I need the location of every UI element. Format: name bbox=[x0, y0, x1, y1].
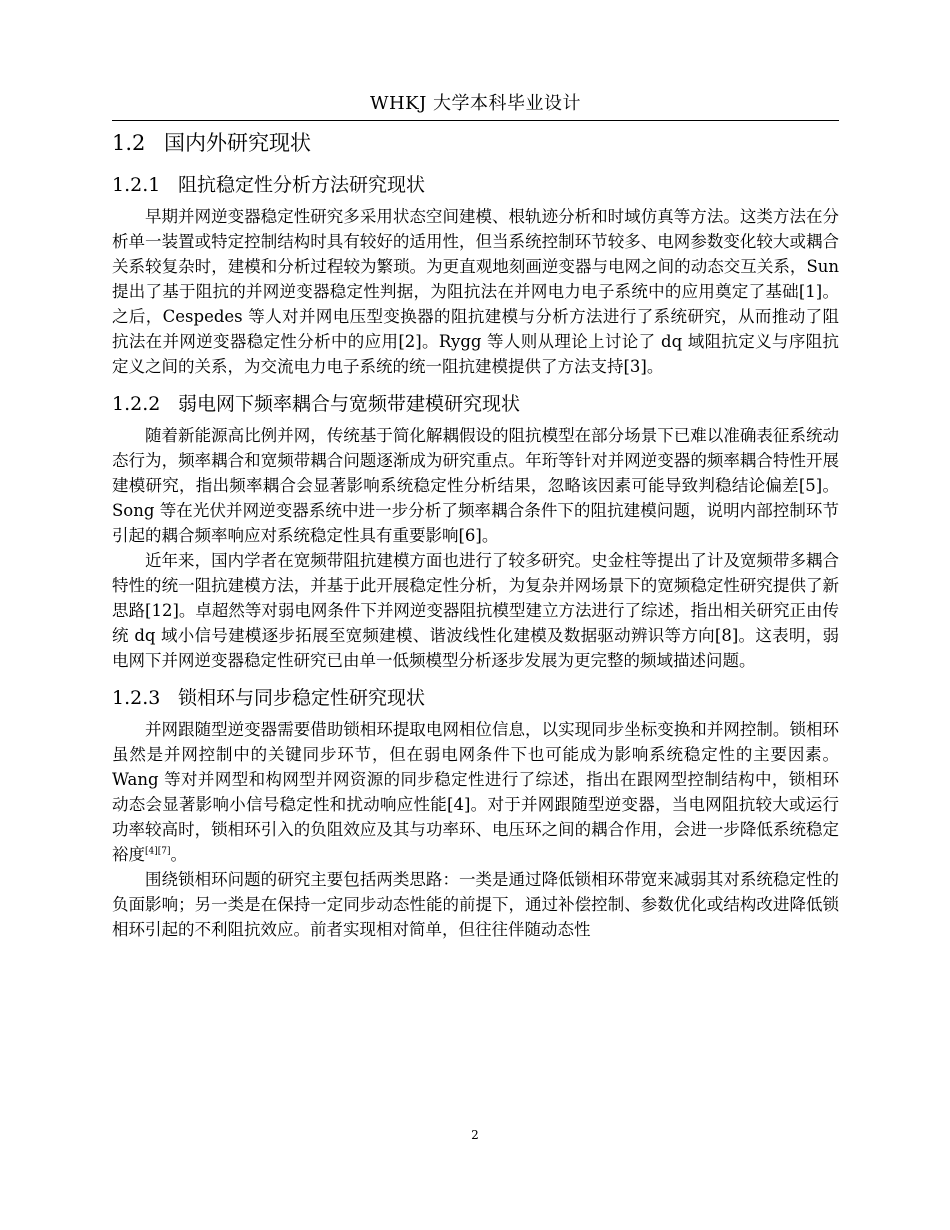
subsection-heading-1-2-3 bbox=[112, 683, 839, 713]
section-number: 1.2 bbox=[112, 131, 146, 155]
running-header bbox=[112, 90, 839, 121]
paragraph bbox=[112, 717, 839, 867]
subsection-number: 1.2.3 bbox=[112, 687, 161, 709]
section-title: 国内外研究现状 bbox=[164, 131, 311, 155]
subsection-title: 弱电网下频率耦合与宽频带建模研究现状 bbox=[178, 393, 521, 415]
header-title: WHKJ 大学本科毕业设计 bbox=[369, 93, 582, 114]
citation-superscript: [4][7] bbox=[145, 846, 171, 857]
subsection-number: 1.2.1 bbox=[112, 174, 161, 196]
subsection-title: 锁相环与同步稳定性研究现状 bbox=[178, 687, 426, 709]
subsection-heading-1-2-2 bbox=[112, 389, 839, 419]
subsection-heading-1-2-1 bbox=[112, 170, 839, 200]
paragraph: 围绕锁相环问题的研究主要包括两类思路：一类是通过降低锁相环带宽来减弱其对系统稳定性的负面影响；另一类是在保持一定同步动态性能的前提下，通过补偿控制、参数优化或结构改进降低锁相环引起的不利阻抗效应。前者实现相对简单，但往往伴随动态性 bbox=[112, 870, 839, 939]
section-heading bbox=[112, 126, 839, 160]
subsection-number: 1.2.2 bbox=[112, 393, 161, 415]
subsection-title: 阻抗稳定性分析方法研究现状 bbox=[178, 174, 426, 196]
paragraph-tail: 。 bbox=[170, 845, 187, 864]
paragraph-text: 并网跟随型逆变器需要借助锁相环提取电网相位信息，以实现同步坐标变换和并网控制。锁相环虽然是并网控制中的关键同步环节，但在弱电网条件下也可能成为影响系统稳定性的主要因素。Wang 等对并网型和构网型并网资源的同步稳定性进行了综述，指出在跟网型控制结构中，锁相环动态会显著影响小信号稳定性和扰动响应性能[4]。对于并网跟随型逆变器，当电网阻抗较大或运行功率较高时，锁相环引入的负阻效应及其与功率环、电压环之间的耦合作用，会进一步降低系统稳定裕度 bbox=[112, 720, 839, 864]
page-content bbox=[112, 126, 839, 942]
paragraph: 早期并网逆变器稳定性研究多采用状态空间建模、根轨迹分析和时域仿真等方法。这类方法在分析单一装置或特定控制结构时具有较好的适用性，但当系统控制环节较多、电网参数变化较大或耦合关系较复杂时，建模和分析过程较为繁琐。为更直观地刻画逆变器与电网之间的动态交互关系，Sun 提出了基于阻抗的并网逆变器稳定性判据，为阻抗法在并网电力电子系统中的应用奠定了基础[1]。之后，Cespedes 等人对并网电压型变换器的阻抗建模与分析方法进行了系统研究，从而推动了阻抗法在并网逆变器稳定性分析中的应用[2]。Rygg 等人则从理论上讨论了 dq 域阻抗定义与序阻抗定义之间的关系，为交流电力电子系统的统一阻抗建模提供了方法支持[3]。 bbox=[112, 207, 839, 376]
paragraph: 近年来，国内学者在宽频带阻抗建模方面也进行了较多研究。史金柱等提出了计及宽频带多耦合特性的统一阻抗建模方法，并基于此开展稳定性分析，为复杂并网场景下的宽频稳定性研究提供了新思路[12]。卓超然等对弱电网条件下并网逆变器阻抗模型建立方法进行了综述，指出相关研究正由传统 dq 域小信号建模逐步拓展至宽频建模、谐波线性化建模及数据驱动辨识等方向[8]。这表明，弱电网下并网逆变器稳定性研究已由单一低频模型分析逐步发展为更完整的频域描述问题。 bbox=[112, 551, 839, 670]
page-number: 2 bbox=[471, 1128, 479, 1142]
paragraph: 随着新能源高比例并网，传统基于简化解耦假设的阻抗模型在部分场景下已难以准确表征系统动态行为，频率耦合和宽频带耦合问题逐渐成为研究重点。年珩等针对并网逆变器的频率耦合特性开展建模研究，指出频率耦合会显著影响系统稳定性分析结果，忽略该因素可能导致判稳结论偏差[5]。Song 等在光伏并网逆变器系统中进一步分析了频率耦合条件下的阻抗建模问题，说明内部控制环节引起的耦合频率响应对系统稳定性具有重要影响[6]。 bbox=[112, 426, 839, 545]
